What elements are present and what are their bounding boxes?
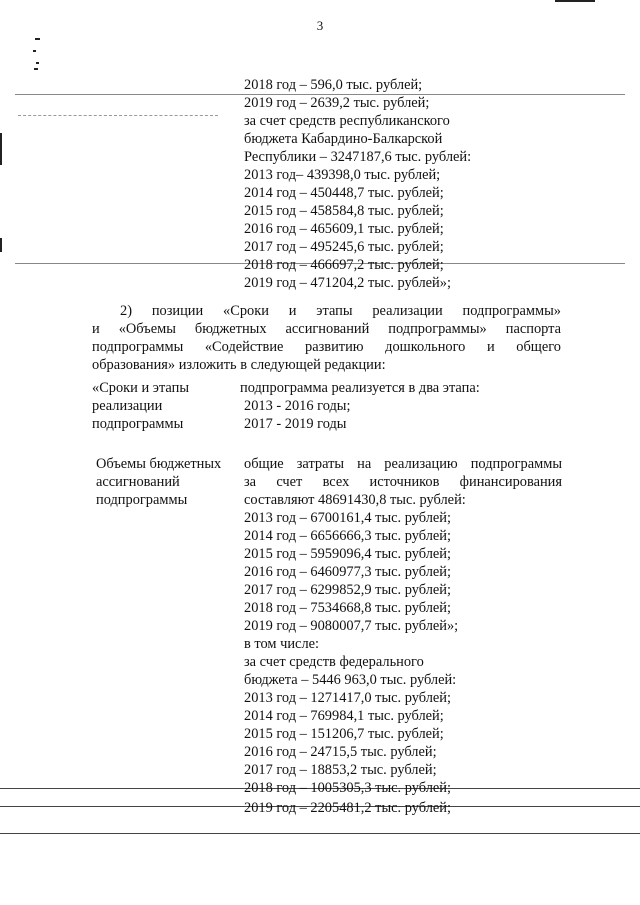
scan-artifact (33, 50, 36, 52)
sroki-label: «Сроки и этапы (92, 380, 189, 396)
obemy-value: 2015 год – 151206,7 тыс. рублей; (244, 726, 444, 742)
budget-line: 2018 год – 466697,2 тыс. рублей; (244, 257, 444, 273)
budget-line: за счет средств республиканского (244, 113, 450, 129)
obemy-value: 2014 год – 769984,1 тыс. рублей; (244, 708, 444, 724)
obemy-value: 2017 год – 6299852,9 тыс. рублей; (244, 582, 451, 598)
paragraph-line: 2) позиции «Сроки и этапы реализации подпрограммы» (120, 303, 561, 319)
obemy-value: 2018 год – 1005305,3 тыс. рублей; (244, 780, 451, 796)
sroki-value: 2017 - 2019 годы (244, 416, 347, 432)
budget-line: 2019 год – 471204,2 тыс. рублей»; (244, 275, 451, 291)
scan-artifact (35, 38, 40, 40)
paragraph-line: и «Объемы бюджетных ассигнований подпрограммы» паспорта (92, 321, 561, 337)
obemy-intro: общие затраты на реализацию подпрограммы (244, 456, 562, 472)
budget-line: 2019 год – 2639,2 тыс. рублей; (244, 95, 430, 111)
obemy-value: 2014 год – 6656666,3 тыс. рублей; (244, 528, 451, 544)
obemy-value: 2013 год – 6700161,4 тыс. рублей; (244, 510, 451, 526)
scan-artifact (555, 0, 595, 2)
budget-line: 2014 год – 450448,7 тыс. рублей; (244, 185, 444, 201)
obemy-label: подпрограммы (96, 492, 188, 508)
obemy-value: 2013 год – 1271417,0 тыс. рублей; (244, 690, 451, 706)
obemy-value: бюджета – 5446 963,0 тыс. рублей: (244, 672, 457, 688)
sroki-value: подпрограмма реализуется в два этапа: (240, 380, 480, 396)
obemy-value: 2018 год – 7534668,8 тыс. рублей; (244, 600, 451, 616)
budget-line: 2018 год – 596,0 тыс. рублей; (244, 77, 423, 93)
page-number: 3 (316, 18, 324, 33)
scan-artifact (34, 68, 38, 70)
obemy-label: ассигнований (96, 474, 180, 490)
budget-line: 2013 год– 439398,0 тыс. рублей; (244, 167, 441, 183)
obemy-value: 2017 год – 18853,2 тыс. рублей; (244, 762, 437, 778)
sroki-label: реализации (92, 398, 163, 414)
obemy-value: в том числе: (244, 636, 320, 652)
obemy-value: 2015 год – 5959096,4 тыс. рублей; (244, 546, 451, 562)
scan-artifact (0, 238, 2, 252)
budget-line: 2016 год – 465609,1 тыс. рублей; (244, 221, 444, 237)
sroki-label: подпрограммы (92, 416, 184, 432)
scan-artifact (36, 62, 39, 64)
obemy-value: за счет средств федерального (244, 654, 424, 670)
paragraph-line: подпрограммы «Содействие развитию дошкольного и общего (92, 339, 561, 355)
scan-rule (18, 115, 218, 116)
budget-line: Республики – 3247187,6 тыс. рублей: (244, 149, 472, 165)
obemy-value: 2019 год – 2205481,2 тыс. рублей; (244, 800, 451, 816)
paragraph-line: образования» изложить в следующей редакции: (92, 357, 386, 373)
budget-line: бюджета Кабардино-Балкарской (244, 131, 443, 147)
scan-artifact (0, 133, 2, 165)
obemy-intro: за счет всех источников финансирования (244, 474, 562, 490)
scan-rule (0, 833, 640, 834)
budget-line: 2015 год – 458584,8 тыс. рублей; (244, 203, 444, 219)
obemy-value: 2016 год – 6460977,3 тыс. рублей; (244, 564, 451, 580)
obemy-value: составляют 48691430,8 тыс. рублей: (244, 492, 466, 508)
obemy-value: 2019 год – 9080007,7 тыс. рублей»; (244, 618, 459, 634)
obemy-value: 2016 год – 24715,5 тыс. рублей; (244, 744, 437, 760)
budget-line: 2017 год – 495245,6 тыс. рублей; (244, 239, 444, 255)
obemy-label: Объемы бюджетных (96, 456, 222, 472)
sroki-value: 2013 - 2016 годы; (244, 398, 351, 414)
